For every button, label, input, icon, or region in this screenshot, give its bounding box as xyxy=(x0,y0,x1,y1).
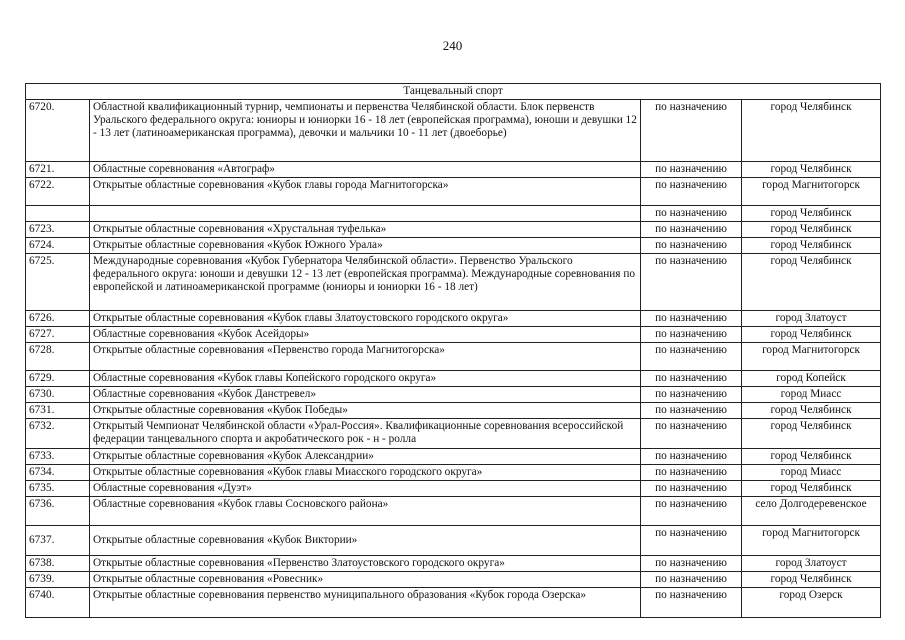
page-number: 240 xyxy=(442,38,463,53)
event-number: 6732. xyxy=(26,419,90,449)
event-number: 6729. xyxy=(26,371,90,387)
event-date: по назначению xyxy=(641,206,742,222)
table-row xyxy=(26,449,881,465)
event-location: город Магнитогорск xyxy=(742,343,881,371)
table-row xyxy=(26,254,881,311)
event-date: по назначению xyxy=(641,222,742,238)
event-date: по назначению xyxy=(641,343,742,371)
event-date: по назначению xyxy=(641,100,742,162)
event-location: город Златоуст xyxy=(742,556,881,572)
event-location: город Челябинск xyxy=(742,327,881,343)
event-name: Открытые областные соревнования «Кубок главы Златоустовского городского округа» xyxy=(90,311,641,327)
event-location: город Челябинск xyxy=(742,403,881,419)
event-date: по назначению xyxy=(641,403,742,419)
event-location: город Челябинск xyxy=(742,572,881,588)
event-name: Открытые областные соревнования «Кубок главы Миасского городского округа» xyxy=(90,465,641,481)
event-location: город Миасс xyxy=(742,387,881,403)
event-name: Областной квалификационный турнир, чемпионаты и первенства Челябинской области. Блок первенств Уральского федерального округа: юниоры и юниорки 16 - 18 лет (европейская программа), юноши и девушки 12 - 13 лет (латиноамериканская программа), девочки и мальчики 10 - 11 лет (двоеборье) xyxy=(90,100,641,162)
event-date: по назначению xyxy=(641,526,742,556)
event-name: Открытые областные соревнования «Кубок Александрии» xyxy=(90,449,641,465)
event-location: город Озерск xyxy=(742,588,881,618)
table-row xyxy=(26,419,881,449)
event-name: Областные соревнования «Кубок главы Сосновского района» xyxy=(90,497,641,526)
event-name: Областные соревнования «Кубок главы Копейского городского округа» xyxy=(90,371,641,387)
event-name: Открытые областные соревнования «Кубок главы города Магнитогорска» xyxy=(90,178,641,206)
event-location: город Челябинск xyxy=(742,206,881,222)
event-name: Областные соревнования «Кубок Асейдоры» xyxy=(90,327,641,343)
event-name: Международные соревнования «Кубок Губернатора Челябинской области». Первенство Уральского федерального округа: юноши и девушки 12 - 13 лет (европейская программа). Международные соревнования по европейской и латиноамериканской программе (юниоры и юниорки 16 - 18 лет) xyxy=(90,254,641,311)
event-name: Областные соревнования «Автограф» xyxy=(90,162,641,178)
table-row xyxy=(26,238,881,254)
schedule-table xyxy=(25,83,881,618)
event-number: 6740. xyxy=(26,588,90,618)
event-location: город Магнитогорск xyxy=(742,178,881,206)
event-date: по назначению xyxy=(641,449,742,465)
table-row xyxy=(26,465,881,481)
table-row xyxy=(26,387,881,403)
event-number: 6724. xyxy=(26,238,90,254)
table-row xyxy=(26,572,881,588)
event-number: 6735. xyxy=(26,481,90,497)
event-name: Открытые областные соревнования «Первенство города Магнитогорска» xyxy=(90,343,641,371)
event-number: 6736. xyxy=(26,497,90,526)
event-name: Открытые областные соревнования «Ровесник» xyxy=(90,572,641,588)
event-number: 6721. xyxy=(26,162,90,178)
event-number: 6726. xyxy=(26,311,90,327)
table-row xyxy=(26,100,881,162)
event-number: 6728. xyxy=(26,343,90,371)
table-row xyxy=(26,371,881,387)
event-number: 6730. xyxy=(26,387,90,403)
event-date: по назначению xyxy=(641,387,742,403)
event-date: по назначению xyxy=(641,327,742,343)
event-number: 6739. xyxy=(26,572,90,588)
table-row xyxy=(26,343,881,371)
event-number: 6738. xyxy=(26,556,90,572)
event-location: село Долгодеревенское xyxy=(742,497,881,526)
table-row xyxy=(26,206,881,222)
event-number: 6725. xyxy=(26,254,90,311)
section-title: Танцевальный спорт xyxy=(26,84,881,100)
event-date: по назначению xyxy=(641,254,742,311)
event-name: Открытые областные соревнования первенство муниципального образования «Кубок города Озерска» xyxy=(90,588,641,618)
event-name: Открытый Чемпионат Челябинской области «Урал-Россия». Квалификационные соревнования всероссийской федерации танцевального спорта и акробатического рок - н - ролла xyxy=(90,419,641,449)
event-number: 6733. xyxy=(26,449,90,465)
event-location: город Челябинск xyxy=(742,100,881,162)
event-date: по назначению xyxy=(641,588,742,618)
event-location: город Миасс xyxy=(742,465,881,481)
event-date: по назначению xyxy=(641,371,742,387)
event-name: Открытые областные соревнования «Хрустальная туфелька» xyxy=(90,222,641,238)
event-number: 6727. xyxy=(26,327,90,343)
table-row xyxy=(26,178,881,206)
event-name: Открытые областные соревнования «Кубок Южного Урала» xyxy=(90,238,641,254)
table-row xyxy=(26,162,881,178)
event-name: Областные соревнования «Дуэт» xyxy=(90,481,641,497)
event-date: по назначению xyxy=(641,465,742,481)
event-location: город Челябинск xyxy=(742,222,881,238)
event-date: по назначению xyxy=(641,238,742,254)
event-number: 6737. xyxy=(26,526,90,556)
event-location: город Челябинск xyxy=(742,254,881,311)
event-number: 6723. xyxy=(26,222,90,238)
table-row xyxy=(26,481,881,497)
table-row xyxy=(26,556,881,572)
event-date: по назначению xyxy=(641,572,742,588)
event-number: 6722. xyxy=(26,178,90,206)
event-location: город Челябинск xyxy=(742,419,881,449)
event-date: по назначению xyxy=(641,311,742,327)
section-header-row xyxy=(26,84,881,100)
table-row xyxy=(26,311,881,327)
table-row xyxy=(26,403,881,419)
event-date: по назначению xyxy=(641,556,742,572)
table-row xyxy=(26,497,881,526)
event-location: город Копейск xyxy=(742,371,881,387)
event-number xyxy=(26,206,90,222)
table-row xyxy=(26,588,881,618)
event-number: 6720. xyxy=(26,100,90,162)
event-name xyxy=(90,206,641,222)
event-location: город Златоуст xyxy=(742,311,881,327)
table-row xyxy=(26,526,881,556)
event-number: 6734. xyxy=(26,465,90,481)
event-name: Открытые областные соревнования «Кубок Виктории» xyxy=(90,526,641,556)
event-name: Открытые областные соревнования «Кубок Победы» xyxy=(90,403,641,419)
event-name: Областные соревнования «Кубок Данстревел» xyxy=(90,387,641,403)
event-date: по назначению xyxy=(641,162,742,178)
event-date: по назначению xyxy=(641,481,742,497)
event-location: город Челябинск xyxy=(742,481,881,497)
event-location: город Челябинск xyxy=(742,238,881,254)
event-number: 6731. xyxy=(26,403,90,419)
event-location: город Челябинск xyxy=(742,162,881,178)
table-row xyxy=(26,327,881,343)
event-date: по назначению xyxy=(641,178,742,206)
event-date: по назначению xyxy=(641,497,742,526)
event-date: по назначению xyxy=(641,419,742,449)
event-location: город Челябинск xyxy=(742,449,881,465)
table-row xyxy=(26,222,881,238)
event-location: город Магнитогорск xyxy=(742,526,881,556)
event-name: Открытые областные соревнования «Первенство Златоустовского городского округа» xyxy=(90,556,641,572)
